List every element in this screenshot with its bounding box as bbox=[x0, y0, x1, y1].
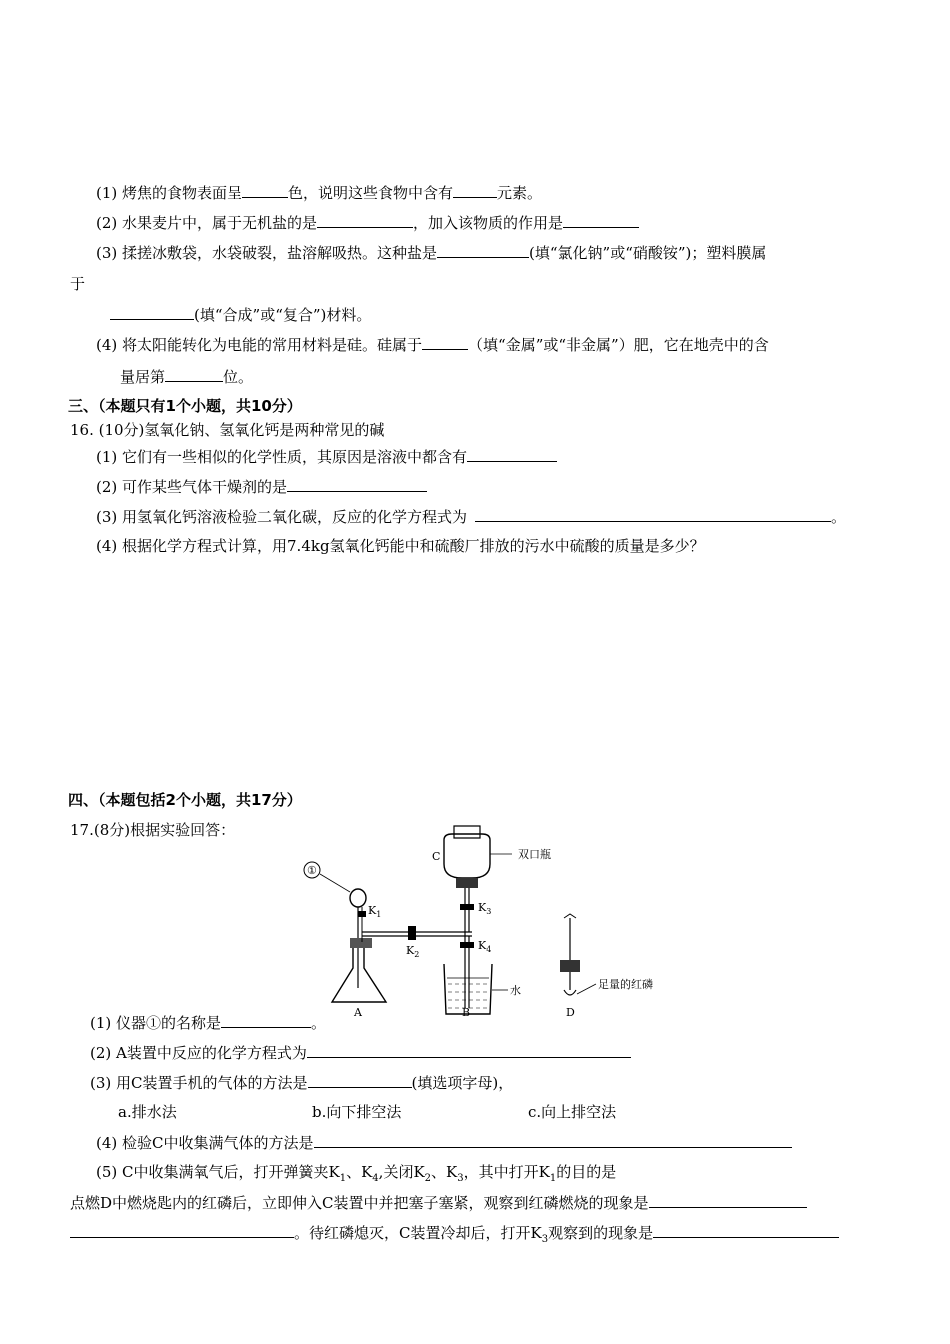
answer-blank[interactable] bbox=[563, 212, 639, 228]
answer-blank[interactable] bbox=[287, 476, 427, 492]
q16-part2: (2) 可作某些气体干燥剂的是 bbox=[96, 476, 427, 497]
q15-part3-wrap: 于 bbox=[70, 275, 86, 293]
label-b: B bbox=[462, 1006, 471, 1019]
answer-blank[interactable] bbox=[475, 506, 831, 522]
q17-part5-cont: 点燃D中燃烧匙内的红磷后，立即伸入C装置中并把塞子塞紧，观察到红磷燃烧的现象是 bbox=[70, 1192, 807, 1213]
answer-blank[interactable] bbox=[437, 242, 529, 258]
q17-part4: (4) 检验C中收集满气体的方法是 bbox=[96, 1132, 792, 1153]
label-one: ① bbox=[307, 864, 317, 877]
q17-part1: (1) 仪器①的名称是 。 bbox=[90, 1014, 327, 1032]
label-a: A bbox=[354, 1006, 362, 1019]
answer-blank[interactable] bbox=[649, 1192, 807, 1208]
q15-part4-cont: 量居第 位。 bbox=[120, 368, 254, 386]
section-4-title: 四、（本题包括2个小题，共17分） bbox=[68, 791, 302, 809]
answer-blank[interactable] bbox=[453, 182, 497, 198]
answer-blank[interactable] bbox=[110, 304, 194, 320]
q17-part5-end: 。待红磷熄灭，C装置冷却后，打开$K_3$观察到的现象是 bbox=[70, 1222, 839, 1250]
label-d: D bbox=[566, 1006, 575, 1019]
clip-k3 bbox=[460, 904, 474, 910]
label-red-phosphorus: 足量的红磷 bbox=[598, 978, 653, 991]
k1-label: $K_1$ bbox=[368, 904, 382, 919]
answer-blank[interactable] bbox=[308, 1072, 412, 1088]
q15-part3-cont: (填“合成”或“复合”)材料。 bbox=[110, 304, 371, 325]
q17-option-c: c.向上排空法 bbox=[528, 1103, 617, 1121]
label-water: 水 bbox=[510, 984, 521, 997]
q16-part3: (3) 用氢氧化钙溶液检验二氧化碳，反应的化学方程式为 。 bbox=[96, 508, 847, 526]
apparatus-a bbox=[332, 889, 386, 1002]
q15-part2: (2) 水果麦片中，属于无机盐的是 ，加入该物质的作用是 bbox=[96, 212, 639, 233]
q17-option-a: a.排水法 bbox=[118, 1103, 177, 1121]
q17-option-b: b.向下排空法 bbox=[312, 1103, 402, 1121]
k4-label: $K_4$ bbox=[478, 939, 492, 954]
q15-part4: (4) 将太阳能转化为电能的常用材料是硅。硅属于 （填“金属”或“非金属”）肥，它在地壳中的含 bbox=[96, 336, 769, 354]
label-c: C bbox=[432, 850, 441, 863]
apparatus-c bbox=[444, 826, 490, 888]
answer-blank[interactable] bbox=[165, 366, 223, 382]
answer-blank[interactable] bbox=[307, 1042, 631, 1058]
answer-blank[interactable] bbox=[314, 1132, 792, 1148]
answer-blank[interactable] bbox=[467, 446, 557, 462]
q17-part5: (5) C中收集满氧气后，打开弹簧夹$K_1$、$K_4$,关闭$K_2$、$K_3$，其中打开$K_1$的目的是 bbox=[96, 1163, 617, 1184]
q16-part1: (1) 它们有一些相似的化学性质，其原因是溶液中都含有 bbox=[96, 446, 557, 467]
apparatus-diagram bbox=[296, 818, 676, 1022]
k2-label: $K_2$ bbox=[406, 944, 420, 959]
answer-blank[interactable] bbox=[317, 212, 413, 228]
q16-intro: 16. (10分)氢氧化钠、氢氧化钙是两种常见的碱 bbox=[70, 421, 385, 439]
q17-part3: (3) 用C装置手机的气体的方法是 (填选项字母)， bbox=[90, 1074, 514, 1092]
answer-blank[interactable] bbox=[422, 334, 468, 350]
answer-blank[interactable] bbox=[221, 1012, 311, 1028]
apparatus-figure bbox=[296, 818, 676, 1022]
k3-label: $K_3$ bbox=[478, 901, 492, 916]
apparatus-d bbox=[560, 914, 580, 995]
q17-part2: (2) A装置中反应的化学方程式为 bbox=[90, 1042, 631, 1063]
q15-part3: (3) 揉搓冰敷袋，水袋破裂，盐溶解吸热。这种盐是 (填“氯化钠”或“硝酸铵”)；塑料膜属 bbox=[96, 244, 767, 262]
clip-k2 bbox=[408, 926, 416, 940]
label-double-bottle: 双口瓶 bbox=[518, 848, 551, 861]
q15-part1: (1) 烤焦的食物表面呈 色，说明这些食物中含有 元素。 bbox=[96, 184, 543, 202]
answer-blank[interactable] bbox=[653, 1222, 839, 1238]
q16-part4: (4) 根据化学方程式计算，用7.4kg氢氧化钙能中和硫酸厂排放的污水中硫酸的质量是多少？ bbox=[96, 537, 705, 555]
answer-blank[interactable] bbox=[70, 1222, 294, 1238]
clip-k4 bbox=[460, 942, 474, 948]
q17-intro: 17.(8分)根据实验回答： bbox=[70, 821, 236, 839]
section-3-title: 三、（本题只有1个小题，共10分） bbox=[68, 397, 302, 415]
answer-blank[interactable] bbox=[242, 182, 288, 198]
